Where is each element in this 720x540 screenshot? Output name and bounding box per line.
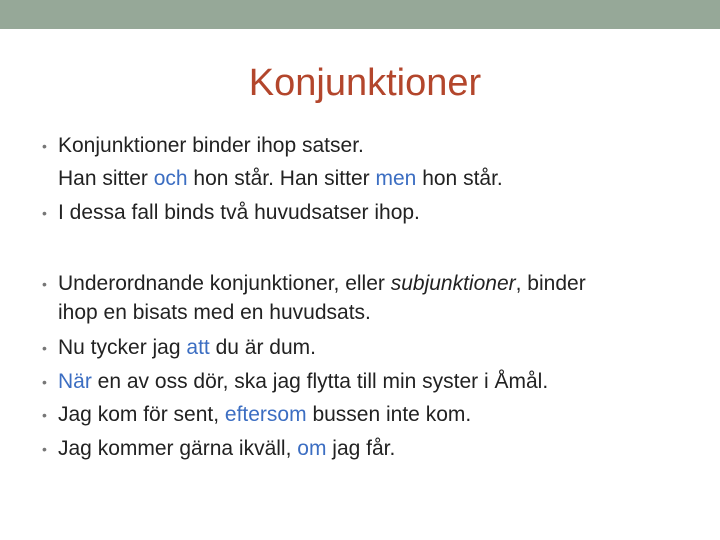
conjunction-om: om bbox=[297, 437, 327, 460]
bullet-item-6 bbox=[42, 401, 472, 429]
bullet-item-3-continuation bbox=[58, 299, 371, 327]
text-segment: du är dum. bbox=[209, 336, 316, 359]
text-segment: bussen inte kom. bbox=[306, 403, 472, 426]
text-segment: Nu tycker jag bbox=[58, 336, 187, 359]
conjunction-och: och bbox=[153, 167, 188, 190]
bullet-icon: • bbox=[42, 276, 47, 292]
term-subjunktioner: subjunktioner bbox=[390, 272, 516, 295]
bullet-text: Konjunktioner binder ihop satser. bbox=[58, 134, 364, 157]
text-segment: Jag kommer gärna ikväll, bbox=[58, 437, 298, 460]
bullet-item-2 bbox=[42, 199, 420, 227]
bullet-icon: • bbox=[42, 441, 47, 457]
bullet-icon: • bbox=[42, 138, 47, 154]
slide-title: Konjunktioner bbox=[248, 62, 482, 104]
text-segment: Jag kom för sent, bbox=[58, 403, 225, 426]
bullet-text: I dessa fall binds två huvudsatser ihop. bbox=[58, 201, 420, 224]
text-segment: hon står. bbox=[416, 167, 503, 190]
conjunction-eftersom: eftersom bbox=[224, 403, 307, 426]
bullet-item-5 bbox=[42, 368, 549, 396]
bullet-item-4 bbox=[42, 334, 316, 362]
bullet-icon: • bbox=[42, 205, 47, 221]
text-segment: , binder bbox=[515, 272, 586, 295]
bullet-item-1 bbox=[42, 132, 364, 160]
bullet-icon: • bbox=[42, 340, 47, 356]
text-segment: Underordnande konjunktioner, eller bbox=[58, 272, 391, 295]
conjunction-att: att bbox=[186, 336, 210, 359]
conjunction-nar: När bbox=[58, 370, 92, 393]
conjunction-men: men bbox=[375, 167, 417, 190]
text-segment: jag får. bbox=[326, 437, 396, 460]
bullet-icon: • bbox=[42, 374, 47, 390]
text-segment: Han sitter bbox=[58, 167, 154, 190]
bullet-item-7 bbox=[42, 435, 396, 463]
bullet-text: ihop en bisats med en huvudsats. bbox=[58, 301, 371, 324]
bullet-item-3 bbox=[42, 270, 586, 298]
text-segment: hon står. Han sitter bbox=[187, 167, 376, 190]
bullet-item-1-continuation bbox=[58, 165, 503, 193]
text-segment: en av oss dör, ska jag flytta till min syster i Åmål. bbox=[91, 370, 549, 393]
bullet-icon: • bbox=[42, 407, 47, 423]
